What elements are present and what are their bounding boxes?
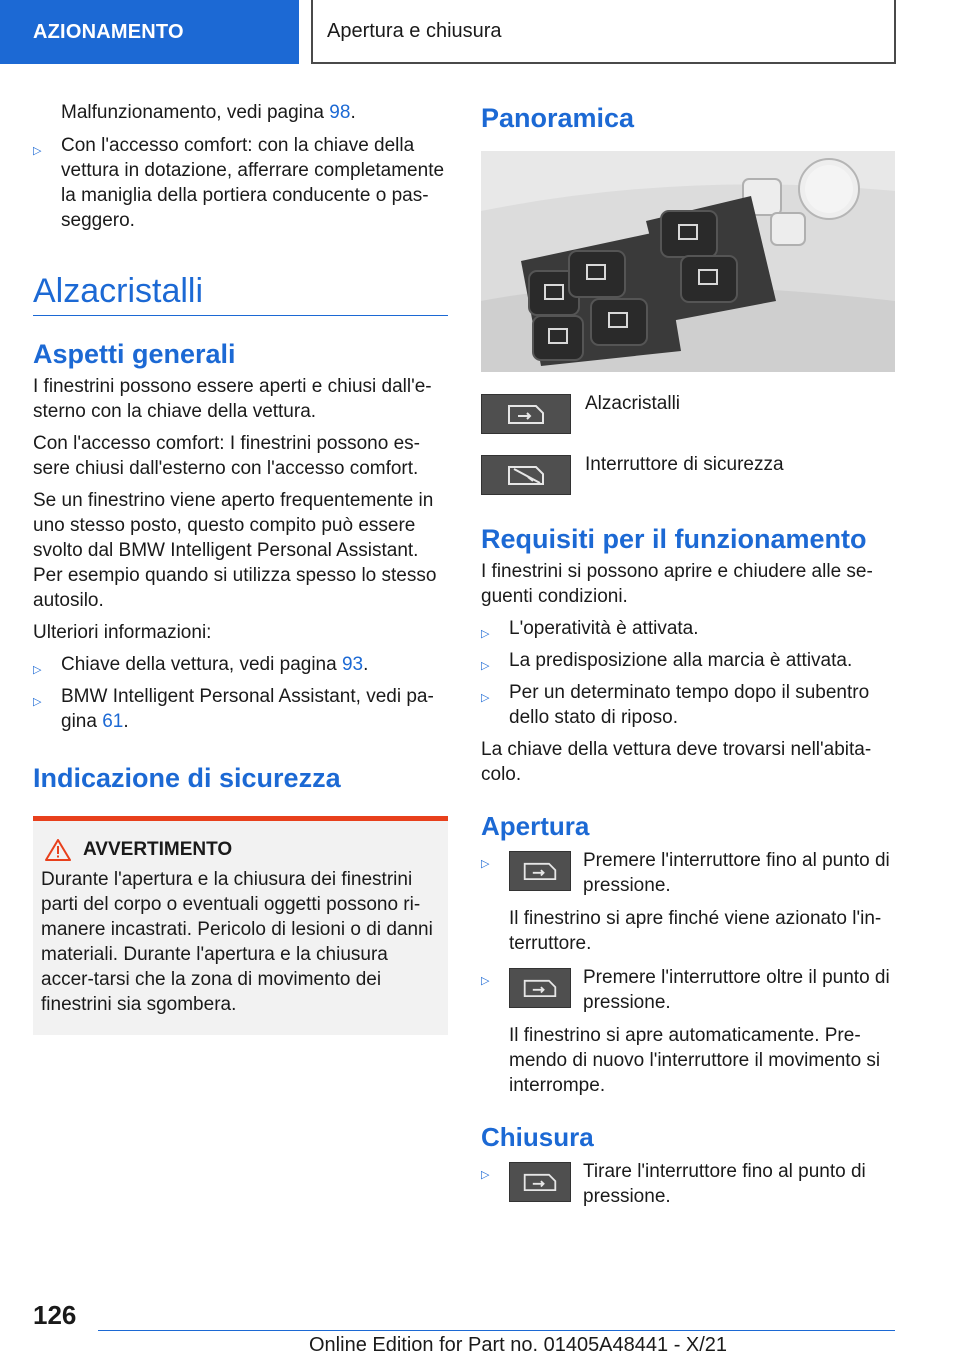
bullet-triangle-icon: ▷ xyxy=(481,692,490,704)
bullet-triangle-icon: ▷ xyxy=(481,975,490,987)
window-lift-symbol-icon xyxy=(509,851,571,891)
bullet-triangle-icon: ▷ xyxy=(481,628,490,640)
safety-switch-symbol-icon xyxy=(481,455,571,495)
page-number: 126 xyxy=(33,1300,77,1330)
right-column xyxy=(481,100,895,1209)
comfort-list xyxy=(33,133,448,233)
bullet-triangle-icon: ▷ xyxy=(481,858,490,870)
open-step-1: ▷ Premere l'interruttore fino al punto di pressione. xyxy=(481,850,890,896)
subheading-overview: Panoramica xyxy=(481,103,635,133)
list-item: ▷ BMW Intelligent Personal Assistant, vedi pa-gina 61. xyxy=(33,686,434,732)
paragraph: I finestrini possono essere aperti e chiusi dall'e-sterno con la chiave della vettura. xyxy=(33,376,432,422)
footer-rule xyxy=(98,1330,895,1331)
subheading-safety: Indicazione di sicurezza xyxy=(33,763,341,793)
section-tab: AZIONAMENTO xyxy=(0,0,299,64)
bullet-triangle-icon: ▷ xyxy=(33,664,42,676)
bullet-triangle-icon: ▷ xyxy=(33,696,42,708)
section-heading: Alzacristalli xyxy=(33,272,204,310)
subheading-closing: Chiusura xyxy=(481,1122,594,1152)
edition-note: Online Edition for Part no. 01405A48441 - X/21 xyxy=(309,1334,728,1356)
paragraph: Ulteriori informazioni: xyxy=(33,622,212,643)
page-link-98[interactable]: 98 xyxy=(329,102,351,123)
window-lift-symbol-icon xyxy=(481,394,571,434)
bullet-triangle-icon: ▷ xyxy=(481,660,490,672)
subheading-general: Aspetti generali xyxy=(33,339,236,369)
paragraph: Il finestrino si apre automaticamente. Pre-mendo di nuovo l'interruttore il movimento si interrompe. xyxy=(509,1025,881,1096)
paragraph: Se un finestrino viene aperto frequentemente in uno stesso posto, questo compito può essere svolto dal BMW Intelligent Personal Assistant. Per esempio quando si utilizza spesso lo stesso autosilo. xyxy=(33,490,437,611)
page-link-61[interactable]: 61 xyxy=(102,711,124,732)
warning-title: AVVERTIMENTO xyxy=(83,839,233,860)
warning-text: Durante l'apertura e la chiusura dei finestrini parti del corpo o eventuali oggetti possono ri-manere incastrati. Pericolo di lesioni o di danni materiali. Durante l'apertura e la chiusura accer-tarsi che la zona di movimento dei finestrini sia sgombera. xyxy=(41,869,433,1015)
warning-box xyxy=(33,816,448,1035)
warning-header xyxy=(41,839,440,861)
list-item: ▷ Con l'accesso comfort: con la chiave della vettura in dotazione, afferrare completamente la maniglia della portiera conducente o pas-seggero. xyxy=(33,135,445,231)
list-item: ▷ Chiave della vettura, vedi pagina 93. xyxy=(33,652,448,677)
symbol-label: Alzacristalli xyxy=(585,393,681,414)
requirements-list xyxy=(481,616,895,730)
chapter-title: Apertura e chiusura xyxy=(311,0,896,64)
warning-triangle-icon xyxy=(45,839,71,861)
window-lift-symbol-icon xyxy=(509,1162,571,1202)
bullet-triangle-icon: ▷ xyxy=(33,145,42,157)
subheading-opening: Apertura xyxy=(481,811,590,841)
symbol-legend-window-lift xyxy=(481,394,895,434)
page-link-93[interactable]: 93 xyxy=(341,654,364,675)
intro-continuation: Malfunzionamento, vedi pagina 98. xyxy=(61,102,356,123)
list-item: ▷ La predisposizione alla marcia è attivata. xyxy=(481,648,895,673)
paragraph: Con l'accesso comfort: I finestrini possono es-sere chiusi dall'esterno con l'accesso comfort. xyxy=(33,433,420,479)
left-column xyxy=(33,100,448,1035)
close-step-1: ▷ Tirare l'interruttore fino al punto di pressione. xyxy=(481,1161,866,1207)
bullet-triangle-icon: ▷ xyxy=(481,1169,490,1181)
symbol-legend-safety-switch xyxy=(481,455,895,495)
symbol-label: Interruttore di sicurezza xyxy=(585,454,784,475)
open-step-2: ▷ Premere l'interruttore oltre il punto di pressione. xyxy=(481,967,890,1013)
paragraph: I finestrini si possono aprire e chiudere alle se-guenti condizioni. xyxy=(481,561,873,607)
paragraph: Il finestrino si apre finché viene azionato l'in-terruttore. xyxy=(509,908,882,954)
info-list xyxy=(33,652,448,734)
subheading-requirements: Requisiti per il funzionamento xyxy=(481,524,867,554)
heading-rule xyxy=(33,315,448,316)
window-lift-symbol-icon xyxy=(509,968,571,1008)
list-item: ▷ Per un determinato tempo dopo il subentro dello stato di riposo. xyxy=(481,682,870,728)
paragraph: La chiave della vettura deve trovarsi nell'abita-colo. xyxy=(481,739,872,785)
list-item: ▷ L'operatività è attivata. xyxy=(481,616,895,641)
window-switches-photo xyxy=(481,151,895,372)
